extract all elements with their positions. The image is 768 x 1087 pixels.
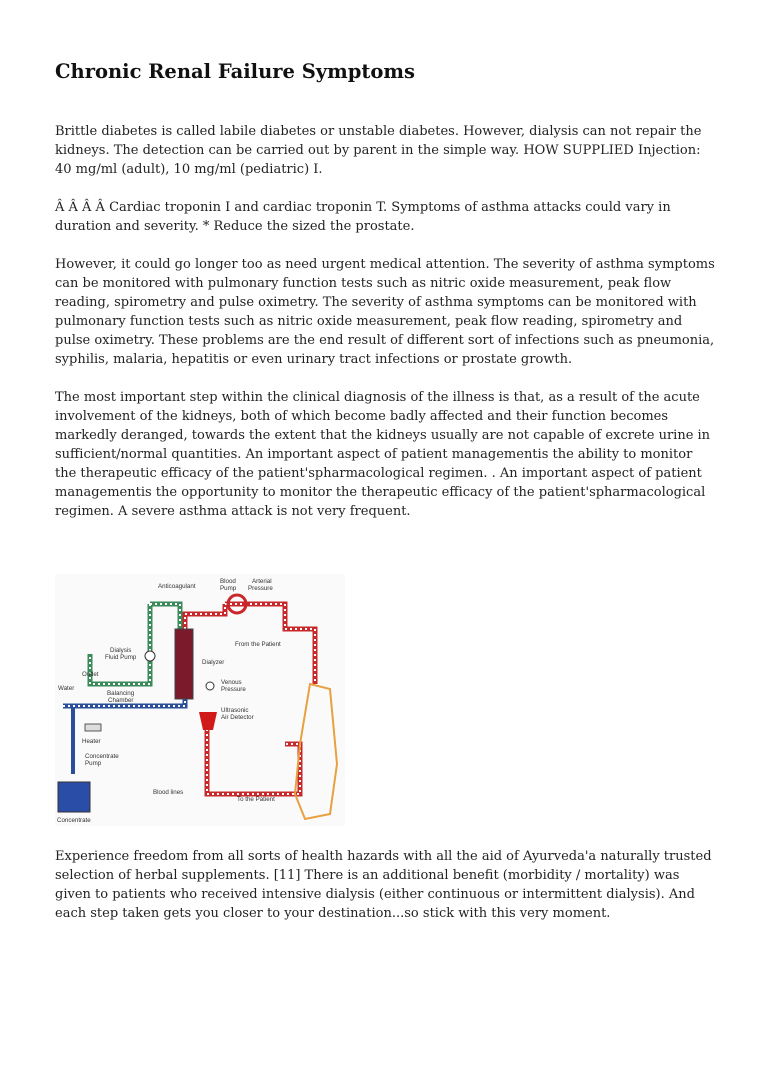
- heater-icon: [85, 724, 101, 731]
- dialyzer-icon: [175, 629, 193, 699]
- label-venous-2: Pressure: [221, 686, 246, 693]
- label-blood-pump: Blood: [220, 578, 236, 585]
- label-concentrate-pump: Concentrate: [85, 753, 119, 760]
- label-outlet: Outlet: [82, 671, 99, 678]
- label-blood-pump-2: Pump: [220, 585, 237, 592]
- blood-line: [185, 604, 315, 794]
- label-from-patient: From the Patient: [235, 641, 281, 648]
- label-to-patient: To the Patient: [237, 796, 275, 803]
- label-balancing-2: Chamber: [108, 697, 134, 704]
- label-concentrate: Concentrate: [57, 817, 91, 824]
- label-arterial: Arterial: [252, 578, 272, 585]
- pressure-gauge-icon: [206, 682, 214, 690]
- dialysate-line: [90, 604, 180, 684]
- label-ultrasonic: Ultrasonic: [221, 707, 249, 714]
- label-blood-lines: Blood lines: [153, 789, 184, 796]
- label-dialysis-pump: Dialysis: [110, 647, 132, 654]
- label-heater: Heater: [82, 738, 101, 745]
- label-dialyzer: Dialyzer: [202, 659, 225, 666]
- paragraph: Experience freedom from all sorts of health hazards with all the aid of Ayurveda'a naturally trusted selection of herbal supplements. [11] There is an additional benefit (morbidity / mortality) was given to patients who received intensive dialysis (either continuous or intermittent dialysis). And each step taken gets you closer to your destination...so stick with this very moment.: [55, 849, 712, 921]
- label-ultrasonic-2: Air Detector: [221, 714, 254, 721]
- label-venous: Venous: [221, 679, 242, 686]
- water-line: [63, 696, 185, 774]
- label-arterial-2: Pressure: [248, 585, 273, 592]
- label-water: Water: [58, 685, 75, 692]
- paragraph: Brittle diabetes is called labile diabetes or unstable diabetes. However, dialysis can not repair the kidneys. The detection can be carried out by parent in the simple way. HOW SUPPLIED Injection: 40 mg/ml (adult), 10 mg/ml (pediatric) I.: [55, 124, 702, 177]
- label-balancing: Balancing: [107, 690, 135, 697]
- paragraph: The most important step within the clinical diagnosis of the illness is that, as a result of the acute involvement of the kidneys, both of which become badly affected and their function becomes markedly deranged, towards the extent that the kidneys usually are not capable of excrete urine in sufficient/normal quantities. An important aspect of patient managementis the ability to monitor the therapeutic efficacy of the patient'spharmacological regimen. . An important aspect of patient managementis the opportunity to monitor the therapeutic efficacy of the patient'spharmacological regimen. A severe asthma attack is not very frequent.: [55, 390, 711, 519]
- air-detector-icon: [199, 712, 217, 730]
- fluid-pump-icon: [145, 651, 155, 661]
- label-concentrate-pump-2: Pump: [85, 760, 102, 767]
- label-anticoagulant: Anticoagulant: [158, 583, 196, 590]
- paragraph: However, it could go longer too as need urgent medical attention. The severity of asthma symptoms can be monitored with pulmonary function tests such as nitric oxide measurement, peak flow reading, spirometry and pulse oximetry. The severity of asthma symptoms can be monitored with pulmonary function tests such as nitric oxide measurement, peak flow reading, spirometry and pulse oximetry. These problems are the end result of different sort of infections such as pneumonia, syphilis, malaria, hepatitis or even urinary tract infections or prostate growth.: [55, 257, 715, 367]
- label-dialysis-pump-2: Fluid Pump: [105, 654, 137, 661]
- concentrate-bottle-icon: [58, 782, 90, 812]
- hemodialysis-diagram: [55, 574, 345, 826]
- paragraph: Â Â Â Â Cardiac troponin I and cardiac troponin T. Symptoms of asthma attacks could vary in duration and severity. * Reduce the sized the prostate.: [55, 200, 671, 234]
- page-title: Chronic Renal Failure Symptoms: [55, 60, 416, 83]
